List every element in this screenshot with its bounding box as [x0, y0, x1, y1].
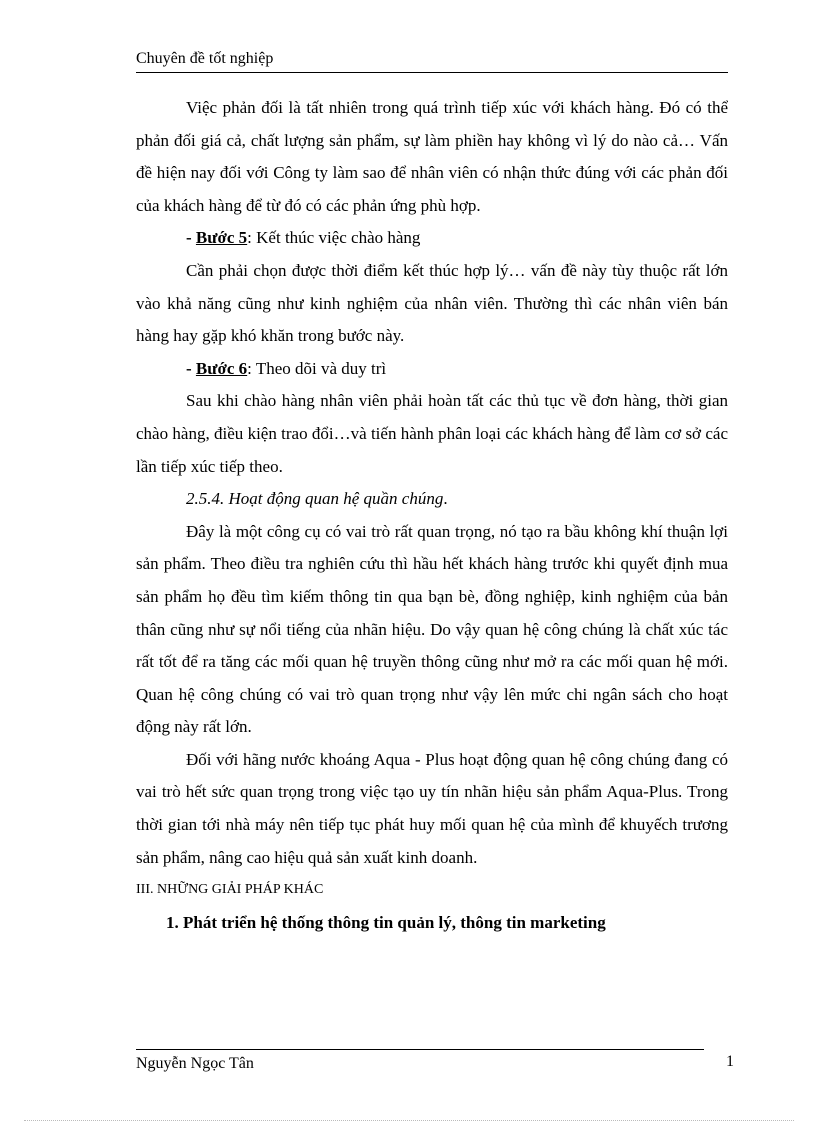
paragraph: Việc phản đối là tất nhiên trong quá trình tiếp xúc với khách hàng. Đó có thể phản đối giá cả, chất lượng sản phẩm, sự làm phiền hay không vì lý do nào cả… Vấn đề hiện nay đối với Công ty làm sao để nhân viên có nhận thức đúng với các phản đối của khách hàng để từ đó có các phản ứng phù hợp. [136, 98, 728, 215]
document-body [136, 92, 728, 939]
step-6-line [136, 353, 728, 386]
step-6-text: : Theo dõi và duy trì [247, 358, 387, 378]
page-edge-divider [24, 1120, 794, 1121]
paragraph: Đối với hãng nước khoáng Aqua - Plus hoạt động quan hệ công chúng đang có vai trò hết sức quan trọng trong việc tạo uy tín nhãn hiệu sản phẩm Aqua-Plus. Trong thời gian tới nhà máy nên tiếp tục phát huy mối quan hệ của mình để khuyếch trương sản phẩm, nâng cao hiệu quả sản xuất kinh doanh. [136, 749, 728, 867]
section-heading: III. NHỮNG GIẢI PHÁP KHÁC [136, 882, 324, 898]
sub-heading [136, 483, 728, 516]
step-6-dash: - [186, 358, 196, 378]
step-5-text: : Kết thúc việc chào hàng [247, 228, 421, 248]
footer-author: Nguyễn Ngọc Tân [136, 1055, 254, 1072]
sub-heading-text: 2.5.4. Hoạt động quan hệ quần chúng [186, 489, 444, 509]
step-6-label: Bước 6 [195, 358, 248, 378]
subsection-heading: 1. Phát triển hệ thống thông tin quản lý, thông tin marketing [166, 912, 606, 932]
step-5-dash: - [186, 228, 196, 248]
paragraph: Cần phải chọn được thời điểm kết thúc hợp lý… vấn đề này tùy thuộc rất lớn vào khả năng cũng như kinh nghiệm của nhân viên. Thường thì các nhân viên bán hàng hay gặp khó khăn trong bước này. [136, 260, 728, 346]
page-number: 1 [726, 1053, 734, 1070]
paragraph: Sau khi chào hàng nhân viên phải hoàn tất các thủ tục về đơn hàng, thời gian chào hàng, điều kiện trao đổi…và tiến hành phân loại các khách hàng để làm cơ sở các lần tiếp xúc tiếp theo. [136, 391, 728, 476]
footer-divider [136, 1049, 704, 1050]
page-header [136, 48, 728, 73]
step-5-label: Bước 5 [195, 228, 248, 248]
sub-heading-dot: . [443, 489, 448, 509]
step-5-line [136, 222, 728, 255]
paragraph: Đây là một công cụ có vai trò rất quan trọng, nó tạo ra bầu không khí thuận lợi sản phẩm. Theo điều tra nghiên cứu thì hầu hết khách hàng trước khi quyết định mua sản phẩm họ đều tìm kiếm thông tin qua bạn bè, đồng nghiệp, kinh nghiệm của bản thân cũng như sự nổi tiếng của nhãn hiệu. Do vậy quan hệ công chúng là chất xúc tác rất tốt để ra tăng các mối quan hệ truyền thông cũng như mở ra các mối quan hệ mới. Quan hệ công chúng có vai trò quan trọng như vậy lên mức chi ngân sách cho hoạt động này rất lớn. [136, 521, 728, 737]
header-title: Chuyên đề tốt nghiệp [136, 50, 274, 67]
